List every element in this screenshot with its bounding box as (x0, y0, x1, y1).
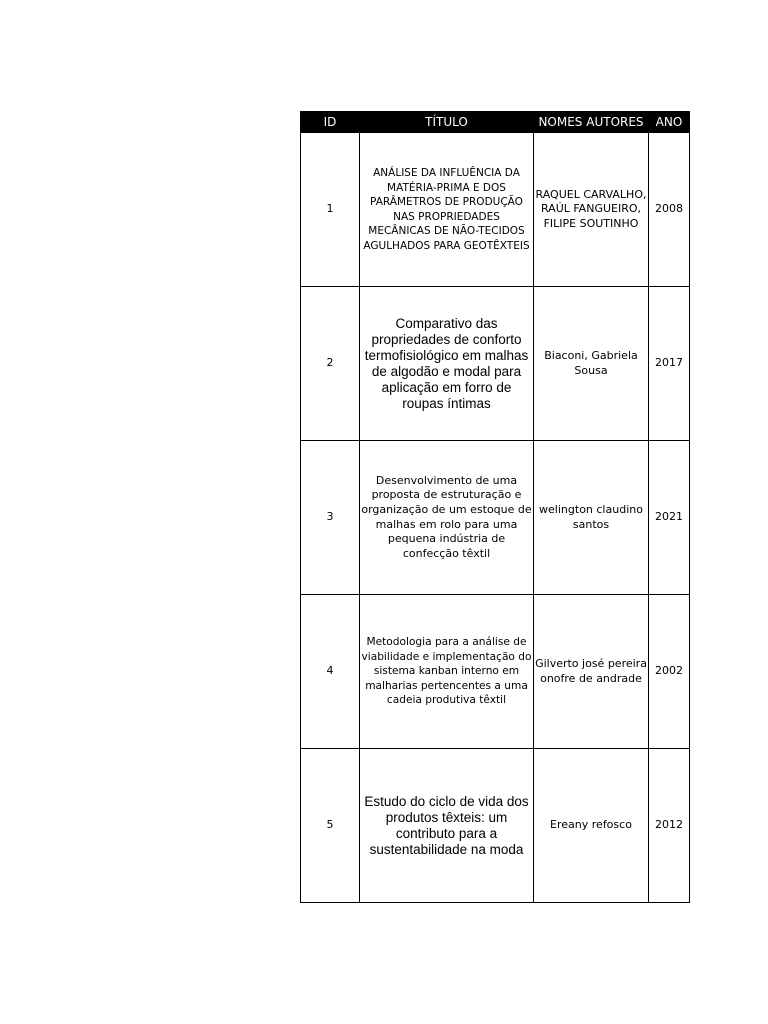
table-row (301, 441, 690, 595)
table-row (301, 287, 690, 441)
header-authors: NOMES AUTORES (534, 112, 649, 133)
row-title: ANÁLISE DA INFLUÊNCIA DA MATÉRIA-PRIMA E DOS PARÂMETROS DE PRODUÇÃO NAS PROPRIEDADES MECÂNICAS DE NÃO-TECIDOS AGULHADOS PARA GEOTÊXTEIS (360, 133, 534, 287)
row-title: Comparativo das propriedades de conforto termofisiológico em malhas de algodão e modal para aplicação em forro de roupas íntimas (360, 287, 534, 441)
row-year: 2008 (649, 133, 690, 287)
row-authors: Biaconi, Gabriela Sousa (534, 287, 649, 441)
row-year: 2002 (649, 595, 690, 749)
row-title: Estudo do ciclo de vida dos produtos têxteis: um contributo para a sustentabilidade na moda (360, 749, 534, 903)
row-id: 5 (301, 749, 360, 903)
table-row (301, 133, 690, 287)
table-row (301, 749, 690, 903)
table-row (301, 595, 690, 749)
row-id: 1 (301, 133, 360, 287)
references-table (300, 111, 690, 903)
row-id: 2 (301, 287, 360, 441)
row-id: 4 (301, 595, 360, 749)
table-header (301, 112, 690, 133)
header-title: TÍTULO (360, 112, 534, 133)
row-authors: RAQUEL CARVALHO, RAÚL FANGUEIRO, FILIPE SOUTINHO (534, 133, 649, 287)
row-title: Metodologia para a análise de viabilidade e implementação do sistema kanban interno em malharias pertencentes a uma cadeia produtiva têxtil (360, 595, 534, 749)
row-authors: welington claudino santos (534, 441, 649, 595)
table-body (301, 133, 690, 903)
row-year: 2012 (649, 749, 690, 903)
row-year: 2021 (649, 441, 690, 595)
header-id: ID (301, 112, 360, 133)
header-year: ANO (649, 112, 690, 133)
row-authors: Gilverto josé pereira onofre de andrade (534, 595, 649, 749)
header-row (301, 112, 690, 133)
row-authors: Ereany refosco (534, 749, 649, 903)
row-year: 2017 (649, 287, 690, 441)
row-id: 3 (301, 441, 360, 595)
row-title: Desenvolvimento de uma proposta de estruturação e organização de um estoque de malhas em rolo para uma pequena indústria de confecção têxtil (360, 441, 534, 595)
